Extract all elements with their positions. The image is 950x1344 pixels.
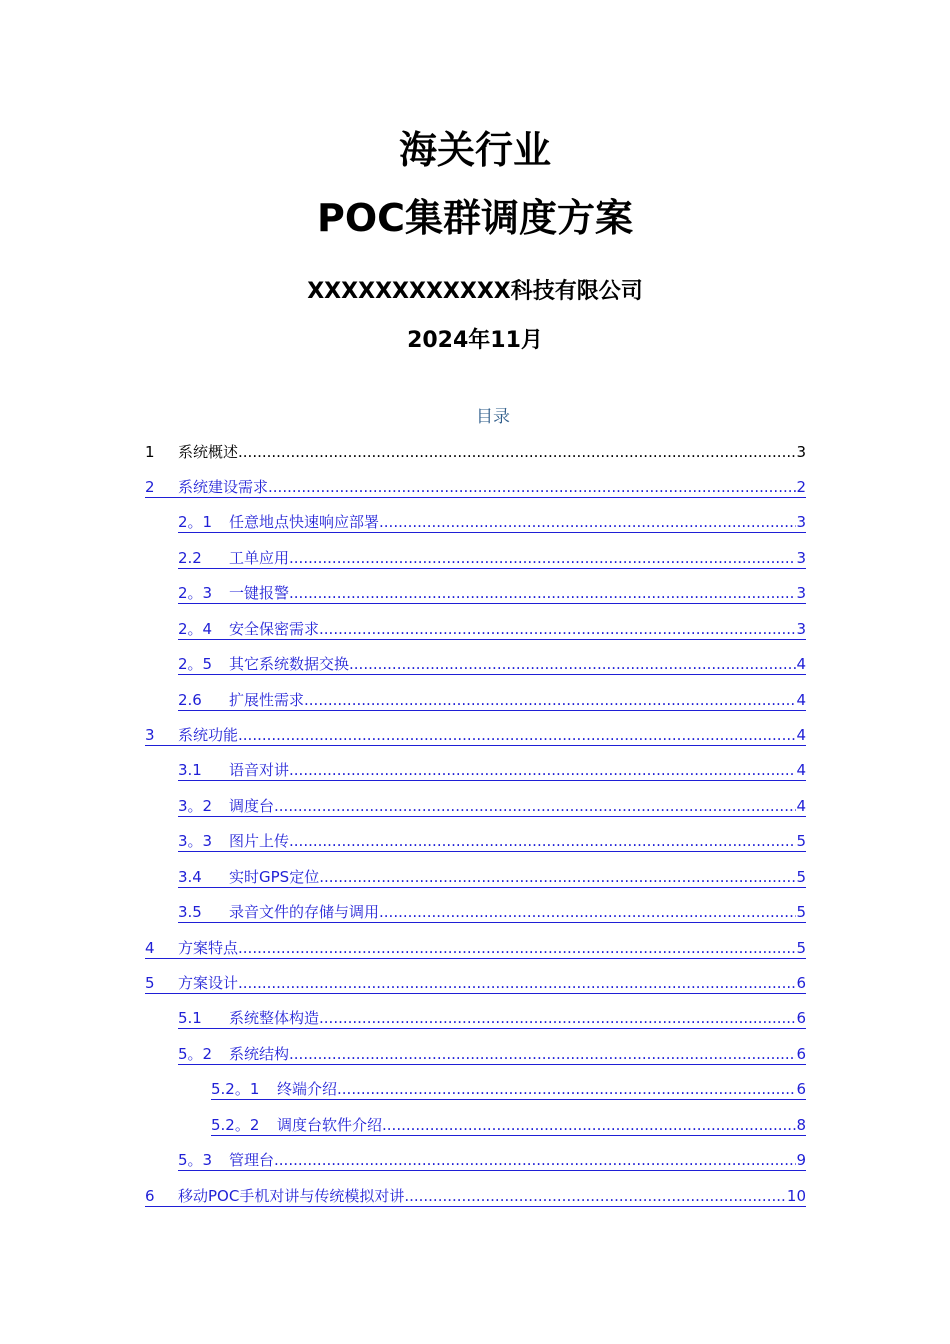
- toc-dot-leader: [268, 478, 796, 497]
- toc-entry[interactable]: [145, 966, 806, 1001]
- toc-dot-leader: [274, 1151, 796, 1170]
- toc-entry-link[interactable]: [145, 726, 806, 746]
- toc-dot-leader: [289, 584, 796, 603]
- toc-entry[interactable]: [145, 469, 806, 504]
- toc-entry[interactable]: [145, 1143, 806, 1178]
- toc-entry-title: 方案设计: [178, 974, 239, 992]
- toc-entry-link[interactable]: [178, 549, 806, 569]
- toc-entry-page: 5: [796, 938, 806, 957]
- toc-entry-page: 2: [796, 477, 806, 496]
- toc-entry-title: 调度台: [229, 796, 275, 815]
- toc-entry-page: 3: [796, 548, 806, 567]
- toc-dot-leader: [379, 513, 796, 532]
- toc-entry-page: 6: [796, 1009, 806, 1028]
- toc-entry-link[interactable]: [178, 1045, 806, 1065]
- toc-entry-title: 任意地点快速响应部署: [229, 513, 380, 532]
- toc-entry[interactable]: [145, 788, 806, 823]
- toc-entry-page: 3: [796, 513, 806, 532]
- toc-entry-title: 管理台: [229, 1151, 275, 1170]
- toc-entry-link[interactable]: [178, 832, 806, 852]
- toc-entry-page: 6: [796, 1080, 806, 1099]
- toc-entry[interactable]: [145, 682, 806, 717]
- toc-entry[interactable]: [145, 1178, 806, 1213]
- toc-dot-leader: [319, 620, 796, 639]
- toc-entry-link[interactable]: [178, 903, 806, 923]
- toc-dot-leader: [289, 1045, 796, 1064]
- toc-dot-leader: [319, 1009, 796, 1028]
- toc-entry-title: 移动POC手机对讲与传统模拟对讲: [178, 1186, 405, 1205]
- toc-entry[interactable]: [145, 540, 806, 575]
- toc-dot-leader: [289, 549, 796, 568]
- toc-entry-link[interactable]: [178, 691, 806, 711]
- toc-dot-leader: [404, 1187, 787, 1206]
- toc-entry-number: 1: [145, 443, 155, 462]
- toc-entry-number: 3。2: [178, 796, 213, 815]
- toc-entry-page: 4: [796, 796, 806, 815]
- toc-entry-page: 6: [796, 974, 806, 992]
- table-of-contents: [145, 434, 806, 1214]
- toc-entry-page: 4: [796, 725, 806, 744]
- toc-entry-title: 方案特点: [178, 938, 239, 957]
- toc-entry-link[interactable]: [178, 1151, 806, 1171]
- toc-entry-number: 2。3: [178, 584, 213, 603]
- toc-entry-title: 图片上传: [229, 832, 290, 851]
- toc-dot-leader: [238, 443, 796, 462]
- toc-entry[interactable]: [145, 647, 806, 682]
- toc-entry[interactable]: [145, 576, 806, 611]
- toc-entry-title: 录音文件的存储与调用: [229, 903, 380, 922]
- toc-entry-page: 3: [796, 619, 806, 638]
- toc-dot-leader: [238, 939, 796, 958]
- toc-entry-number: 5.2。1: [211, 1080, 260, 1099]
- toc-entry-number: 5.1: [178, 1009, 202, 1028]
- toc-entry[interactable]: [145, 611, 806, 646]
- toc-entry-title: 系统概述: [178, 443, 239, 462]
- toc-entry-title: 工单应用: [229, 548, 290, 567]
- toc-entry[interactable]: [145, 824, 806, 859]
- toc-entry-page: 4: [796, 761, 806, 780]
- toc-entry-link[interactable]: [145, 1187, 806, 1207]
- document-title-line2: POC集群调度方案: [316, 196, 634, 240]
- toc-entry-page: 5: [796, 832, 806, 851]
- document-title-line1: 海关行业: [398, 128, 551, 172]
- toc-entry-link[interactable]: [178, 797, 806, 817]
- toc-entry-number: 3.4: [178, 867, 202, 886]
- toc-entry[interactable]: [145, 1036, 806, 1071]
- toc-entry[interactable]: [145, 1001, 806, 1036]
- toc-dot-leader: [289, 832, 796, 851]
- toc-entry[interactable]: [145, 505, 806, 540]
- toc-entry[interactable]: [145, 718, 806, 753]
- toc-entry-title: 其它系统数据交换: [229, 655, 350, 674]
- toc-entry: [145, 434, 806, 469]
- toc-entry[interactable]: [145, 895, 806, 930]
- toc-entry-title: 扩展性需求: [229, 690, 305, 709]
- toc-dot-leader: [238, 974, 796, 993]
- toc-entry-page: 10: [786, 1186, 806, 1205]
- toc-dot-leader: [304, 691, 796, 710]
- toc-entry-page: 4: [796, 655, 806, 674]
- toc-entry-number: 2: [145, 477, 155, 496]
- toc-entry-link[interactable]: [178, 868, 806, 888]
- toc-dot-leader: [337, 1080, 796, 1099]
- toc-entry-link[interactable]: [178, 620, 806, 640]
- toc-heading: 目录: [476, 407, 510, 427]
- toc-entry-title: 系统功能: [178, 725, 239, 744]
- toc-entry-title: 终端介绍: [277, 1080, 338, 1099]
- toc-entry-title: 安全保密需求: [229, 619, 320, 638]
- document-date: 2024年11月: [407, 328, 543, 353]
- toc-entry-number: 3。3: [178, 832, 213, 851]
- toc-entry-page: 6: [796, 1044, 806, 1063]
- toc-entry-number: 5.2。2: [211, 1115, 260, 1134]
- toc-entry-number: 2。4: [178, 619, 213, 638]
- toc-entry-link[interactable]: [178, 1009, 806, 1029]
- toc-entry-title: 系统建设需求: [178, 477, 269, 496]
- toc-entry[interactable]: [145, 930, 806, 965]
- toc-entry-page: 5: [796, 903, 806, 922]
- toc-entry-page: 5: [796, 867, 806, 886]
- toc-entry-link: [145, 443, 806, 462]
- toc-entry-number: 2。1: [178, 513, 213, 532]
- toc-entry-number: 5。3: [178, 1151, 213, 1170]
- toc-entry-page: 3: [796, 584, 806, 603]
- toc-entry-link[interactable]: [145, 974, 806, 994]
- toc-entry-page: 3: [796, 443, 806, 462]
- toc-entry-link[interactable]: [145, 939, 806, 959]
- toc-entry-page: 9: [796, 1151, 806, 1170]
- toc-entry-link[interactable]: [178, 655, 806, 675]
- toc-entry[interactable]: [145, 859, 806, 894]
- toc-entry-number: 5: [145, 974, 155, 992]
- toc-entry-title: 一键报警: [229, 584, 290, 603]
- toc-entry[interactable]: [145, 753, 806, 788]
- toc-entry-number: 2.6: [178, 690, 202, 709]
- toc-dot-leader: [382, 1116, 796, 1135]
- toc-entry-link[interactable]: [145, 478, 806, 498]
- toc-entry-link[interactable]: [178, 584, 806, 604]
- toc-dot-leader: [238, 726, 796, 745]
- toc-entry-title: 系统整体构造: [229, 1009, 320, 1028]
- toc-entry-title: 语音对讲: [229, 761, 290, 780]
- toc-entry-title: 系统结构: [229, 1044, 290, 1063]
- toc-dot-leader: [319, 868, 796, 887]
- toc-entry-number: 3.5: [178, 903, 202, 922]
- toc-dot-leader: [379, 903, 796, 922]
- toc-entry-link[interactable]: [211, 1116, 806, 1136]
- toc-entry-number: 5。2: [178, 1044, 213, 1063]
- toc-entry-page: 4: [796, 690, 806, 709]
- toc-dot-leader: [274, 797, 796, 816]
- toc-entry-number: 6: [145, 1186, 155, 1205]
- toc-entry-number: 3.1: [178, 761, 202, 780]
- toc-dot-leader: [349, 655, 796, 674]
- toc-dot-leader: [289, 761, 796, 780]
- toc-entry-number: 2.2: [178, 548, 202, 567]
- toc-entry-number: 3: [145, 725, 155, 744]
- toc-entry-link[interactable]: [211, 1080, 806, 1100]
- toc-entry-title: 调度台软件介绍: [277, 1115, 383, 1134]
- company-name: XXXXXXXXXXXX科技有限公司: [307, 279, 643, 304]
- toc-entry[interactable]: [145, 1072, 806, 1107]
- toc-entry-number: 4: [145, 938, 155, 957]
- toc-entry-link[interactable]: [178, 513, 806, 533]
- toc-entry[interactable]: [145, 1107, 806, 1142]
- toc-entry-link[interactable]: [178, 761, 806, 781]
- toc-entry-number: 2。5: [178, 655, 213, 674]
- toc-entry-title: 实时GPS定位: [229, 867, 320, 886]
- toc-entry-page: 8: [796, 1115, 806, 1134]
